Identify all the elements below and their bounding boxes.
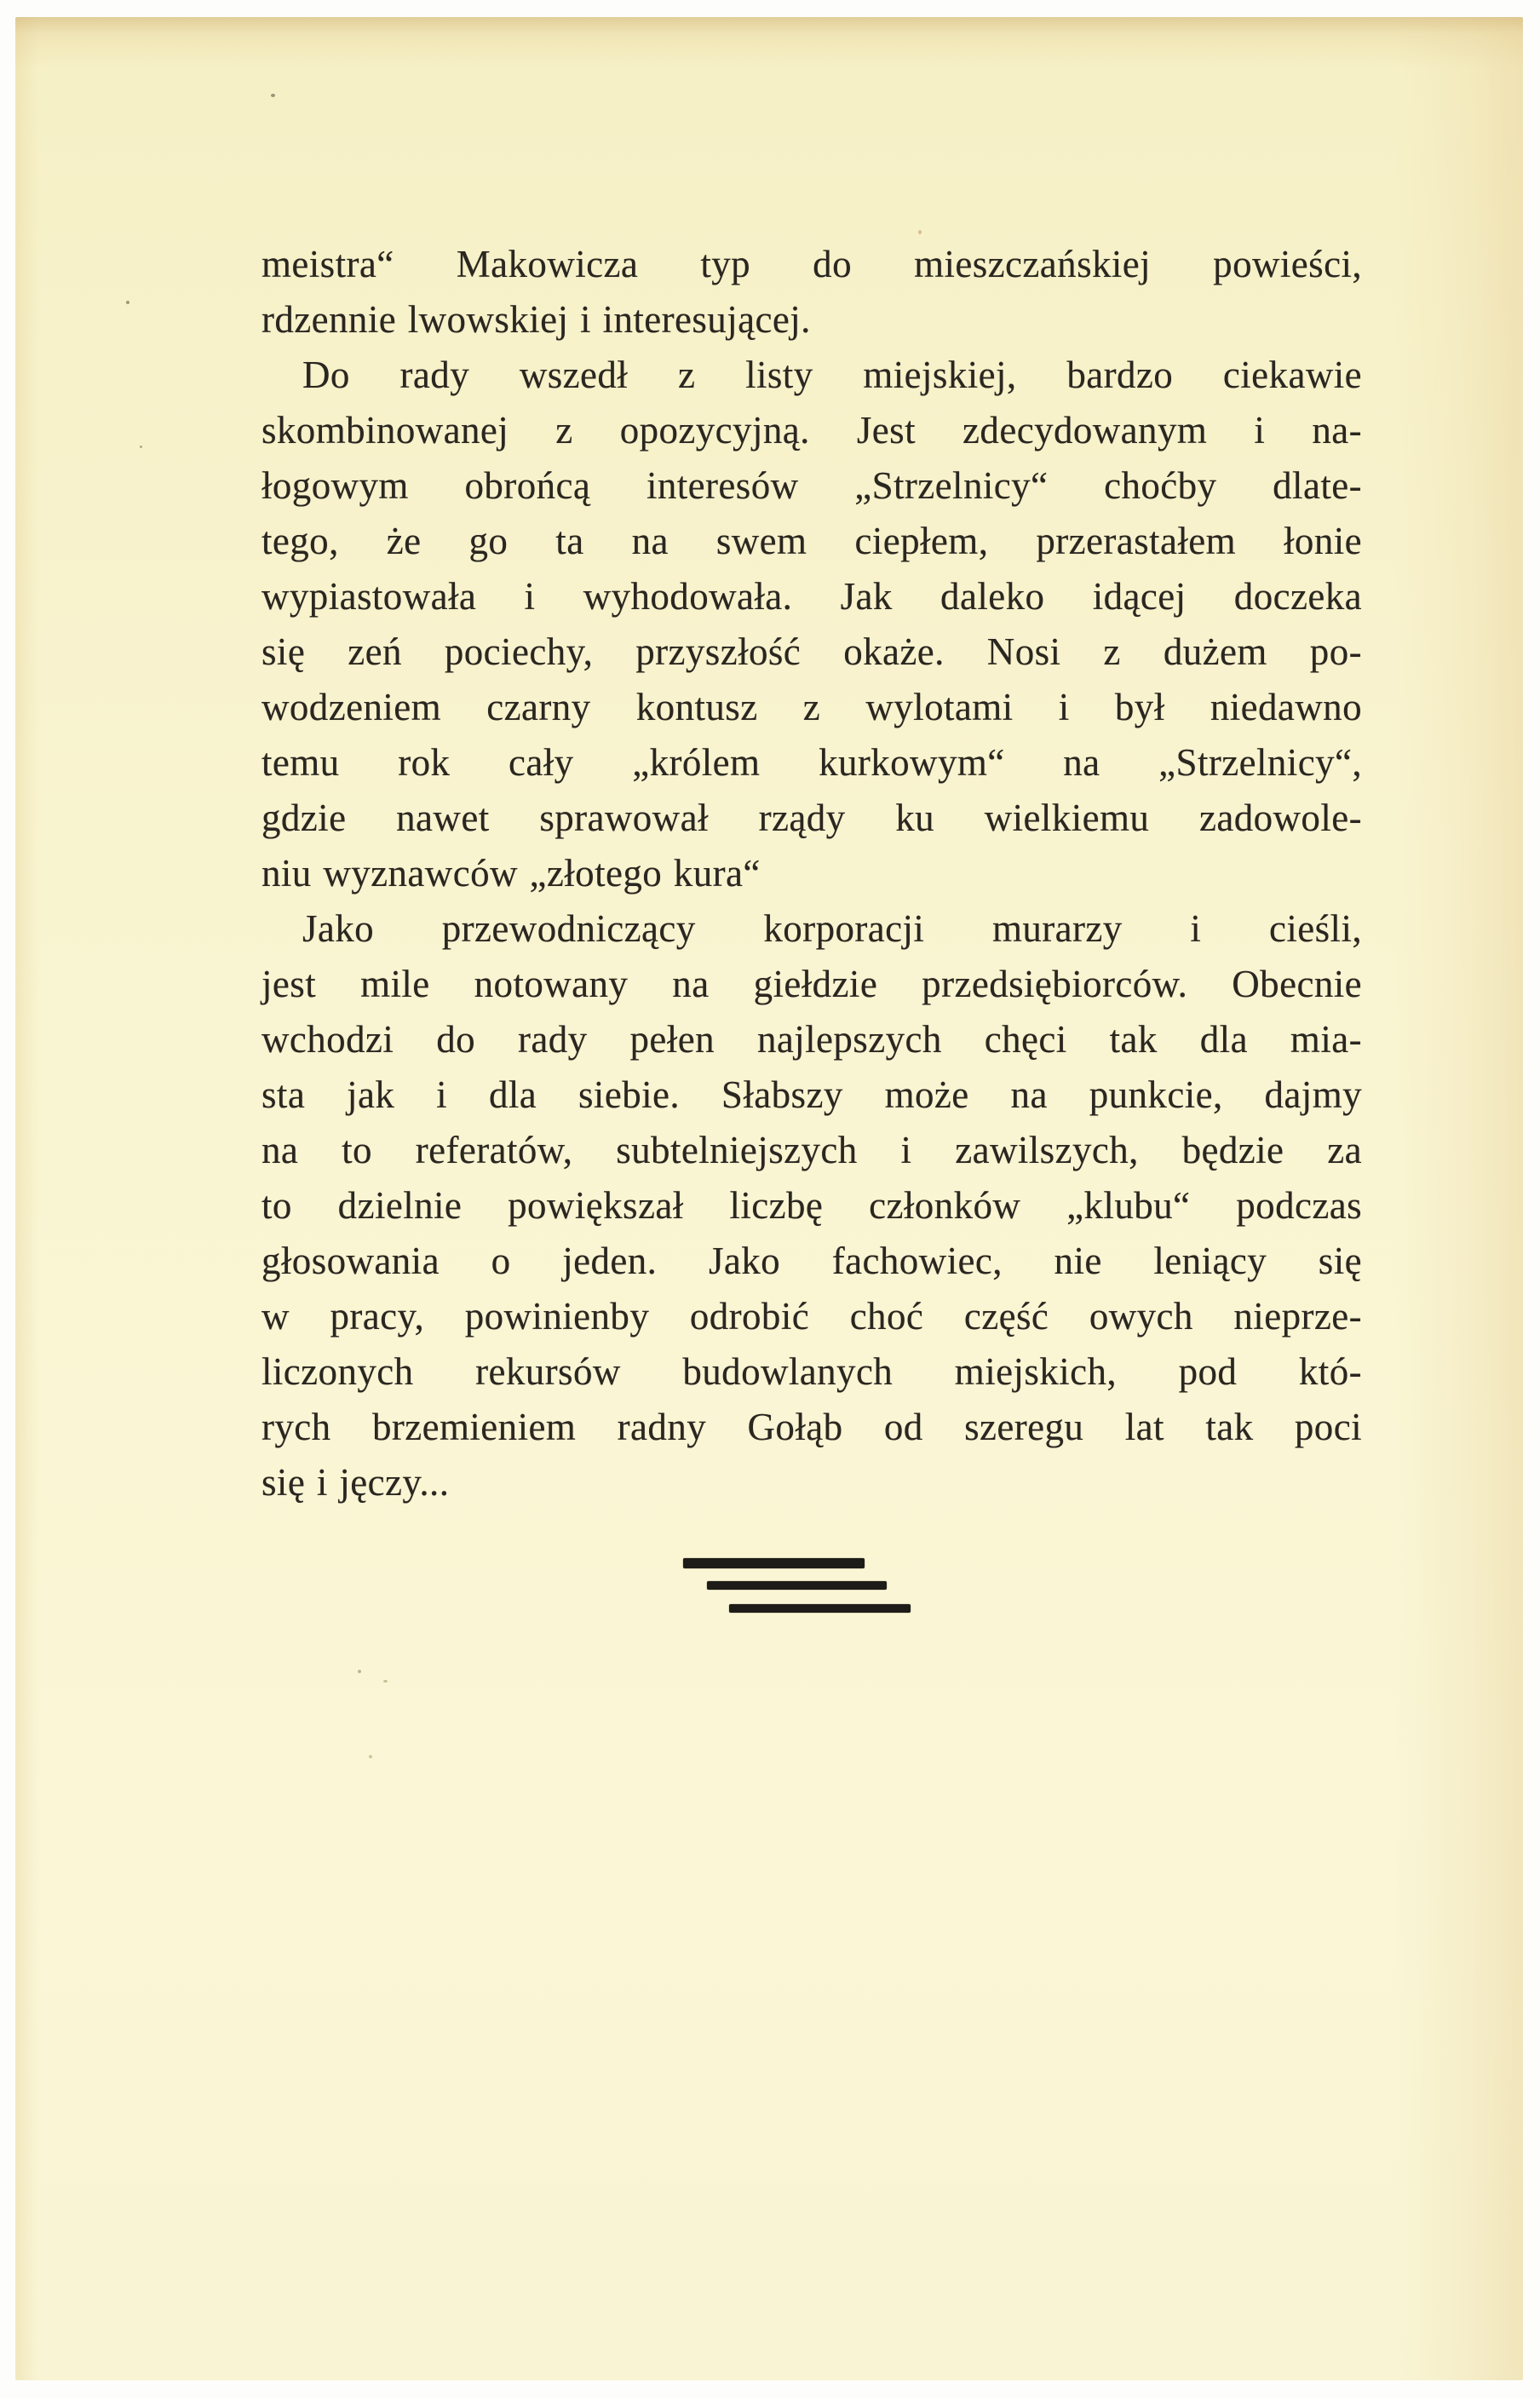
divider-bar-icon [683, 1558, 865, 1568]
text-line: liczonych rekursów budowlanych miejskich, pod któ- [261, 1350, 1362, 1393]
page-scan [15, 17, 1523, 2380]
text-line: gdzie nawet sprawował rządy ku wielkiemu zadowole- [261, 797, 1362, 839]
paper-speck [369, 1755, 372, 1758]
divider-bar-icon [729, 1604, 911, 1613]
text-block [261, 237, 1362, 1510]
text-line: sta jak i dla siebie. Słabszy może na punkcie, dajmy [261, 1073, 1362, 1116]
text-line: jest mile notowany na giełdzie przedsiębiorców. Obecnie [261, 963, 1362, 1005]
text-line: skombinowanej z opozycyjną. Jest zdecydowanym i na- [261, 409, 1362, 452]
text-line: wchodzi do rady pełen najlepszych chęci tak dla mia- [261, 1018, 1362, 1061]
text-line: w pracy, powinienby odrobić choć część owych nieprze- [261, 1295, 1362, 1338]
paper-speck [126, 301, 129, 304]
paper-speck [918, 230, 922, 234]
text-line: wypiastowała i wyhodowała. Jak daleko idącej doczeka [261, 575, 1362, 618]
text-line: tego, że go ta na swem ciepłem, przerastałem łonie [261, 520, 1362, 562]
text-line: rdzennie lwowskiej i interesującej. [261, 298, 811, 341]
text-line: łogowym obrońcą interesów „Strzelnicy“ choćby dlate- [261, 464, 1362, 507]
paper-speck [358, 1670, 361, 1673]
text-line: wodzeniem czarny kontusz z wylotami i był niedawno [261, 686, 1362, 728]
paper-speck [383, 1680, 388, 1683]
text-line: się zeń pociechy, przyszłość okaże. Nosi z dużem po- [261, 630, 1362, 673]
text-line: na to referatów, subtelniejszych i zawilszych, będzie za [261, 1129, 1362, 1171]
paper-speck [140, 446, 142, 448]
text-line: temu rok cały „królem kurkowym“ na „Strzelnicy“, [261, 741, 1362, 784]
paper-speck [271, 94, 275, 97]
text-line: niu wyznawców „złotego kura“ [261, 852, 761, 895]
text-line: głosowania o jeden. Jako fachowiec, nie leniący się [261, 1240, 1362, 1282]
divider-bar-icon [707, 1581, 887, 1590]
text-line: Jako przewodniczący korporacji murarzy i cieśli, [302, 907, 1362, 950]
text-line: to dzielnie powiększał liczbę członków „klubu“ podczas [261, 1184, 1362, 1227]
text-line: Do rady wszedł z listy miejskiej, bardzo ciekawie [302, 354, 1362, 396]
text-line: rych brzemieniem radny Gołąb od szeregu lat tak poci [261, 1406, 1362, 1448]
text-line: meistra“ Makowicza typ do mieszczańskiej powieści, [261, 243, 1362, 285]
text-line: się i jęczy... [261, 1461, 450, 1504]
